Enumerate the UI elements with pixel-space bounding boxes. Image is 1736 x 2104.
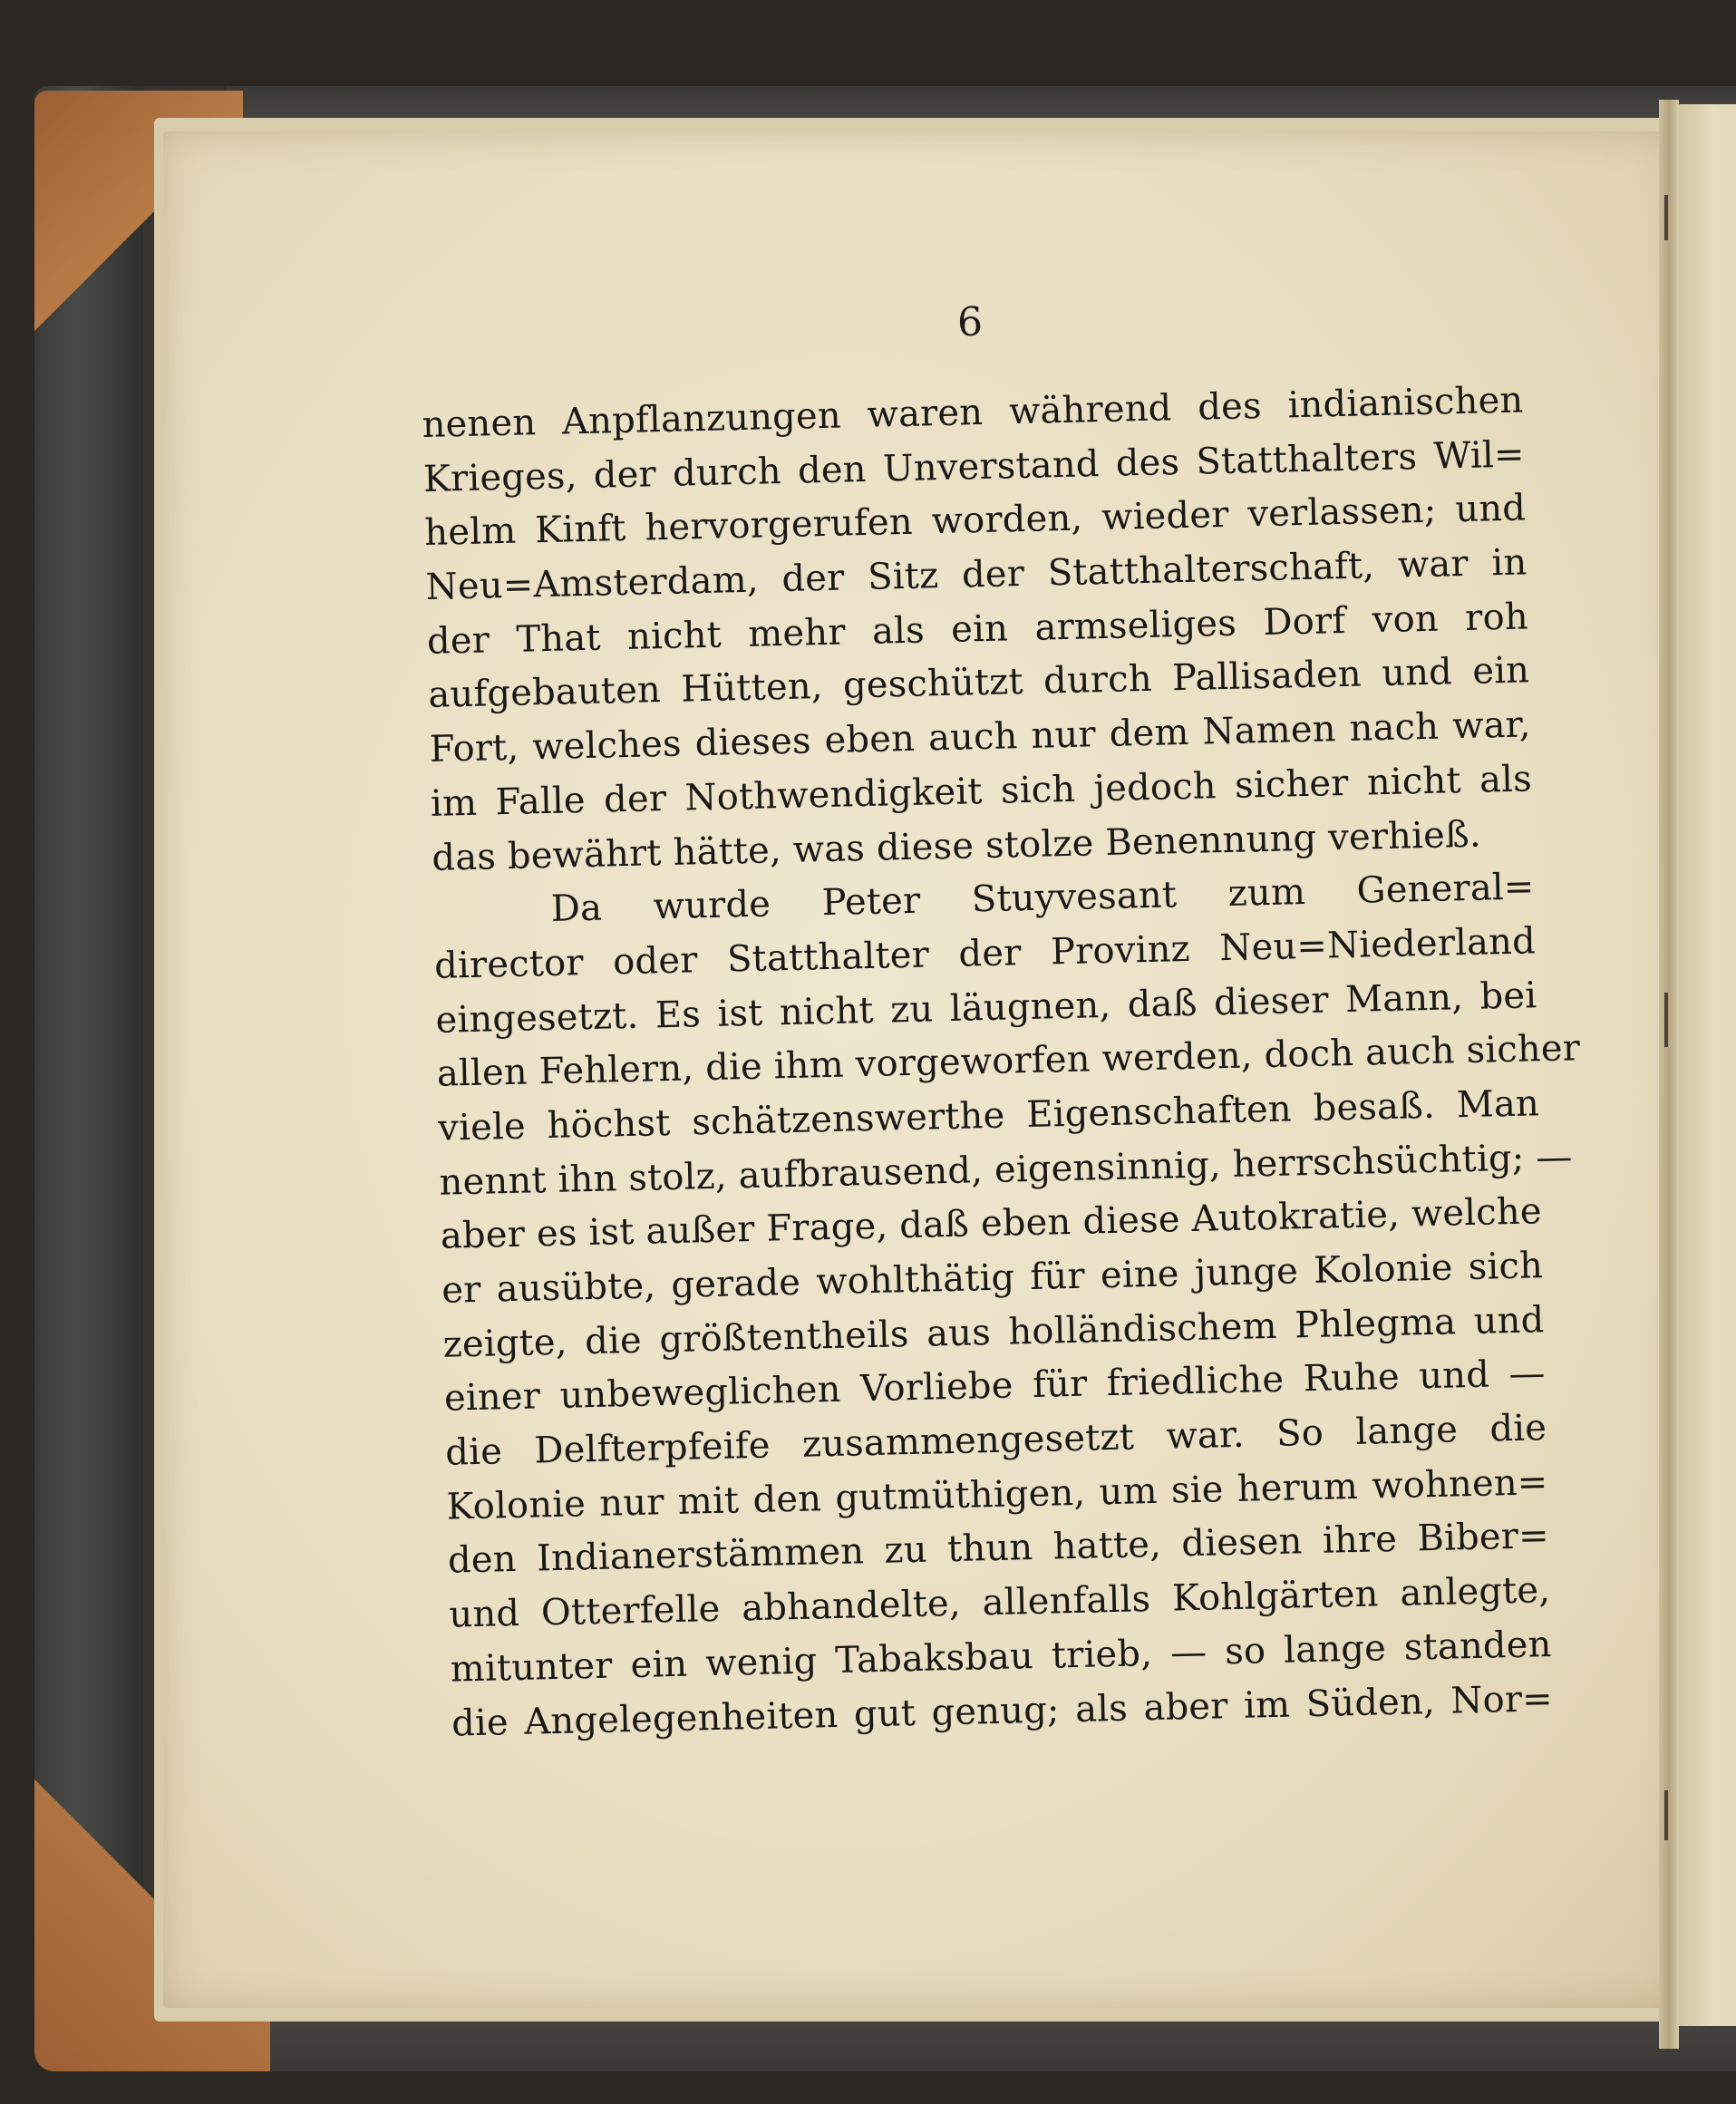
text-line: den Indianerstämmen zu thun hatte, diesen ihre Biber=	[447, 1515, 1550, 1583]
text-line: aufgebauten Hütten, geschützt durch Pallisaden und ein	[427, 649, 1530, 717]
facing-page-edge	[1679, 104, 1736, 2026]
text-line: nenen Anpflanzungen waren während des indianischen	[422, 379, 1524, 446]
page-gutter	[1659, 100, 1679, 2049]
text-line: Krieges, der durch den Unverstand des Statthalters Wil=	[422, 433, 1526, 500]
text-line: Kolonie nur mit den gutmüthigen, um sie herum wohnen=	[446, 1460, 1548, 1528]
binding-stitch	[1664, 195, 1668, 240]
text-line: der That nicht mehr als ein armseliges Dorf von roh	[426, 596, 1529, 663]
text-line: allen Fehlern, die ihm vorgeworfen werden, doch auch sicher	[436, 1027, 1581, 1096]
binding-stitch	[1664, 1790, 1668, 1840]
page-number: 6	[956, 298, 984, 346]
text-line: zeigte, die größtentheils aus holländischem Phlegma und	[442, 1298, 1545, 1366]
binding-stitch	[1664, 993, 1668, 1047]
page-text	[422, 373, 1581, 1750]
text-line: er ausübte, gerade wohlthätig für eine junge Kolonie sich	[441, 1245, 1544, 1312]
text-line: im Falle der Nothwendigkeit sich jedoch sicher nicht als	[430, 758, 1533, 825]
text-line: die Angelegenheiten gut genug; als aber im Süden, Nor=	[451, 1677, 1554, 1745]
text-line: Fort, welches dieses eben auch nur dem Namen nach war,	[429, 703, 1531, 771]
text-line: director oder Statthalter der Provinz Neu=Niederland	[433, 920, 1537, 987]
text-line: nennt ihn stolz, aufbrausend, eigensinnig, herrschsüchtig; —	[439, 1136, 1573, 1204]
text-line: und Otterfelle abhandelte, allenfalls Kohlgärten anlegte,	[448, 1569, 1551, 1636]
text-line: aber es ist außer Frage, daß eben diese Autokratie, welche	[440, 1190, 1543, 1258]
text-line: die Delfterpfeife zusammengesetzt war. So lange die	[444, 1407, 1547, 1474]
text-line: Da wurde Peter Stuyvesant zum General=	[550, 866, 1536, 931]
text-line: einer unbeweglichen Vorliebe für friedliche Ruhe und —	[443, 1353, 1547, 1420]
text-line: eingesetzt. Es ist nicht zu läugnen, daß dieser Mann, bei	[435, 974, 1537, 1042]
text-line: Neu=Amsterdam, der Sitz der Statthalterschaft, war in	[425, 541, 1527, 609]
text-line: viele höchst schätzenswerthe Eigenschaften besaß. Man	[437, 1082, 1540, 1149]
text-line: mitunter ein wenig Tabaksbau trieb, — so lange standen	[450, 1623, 1553, 1691]
text-line: das bewährt hätte, was diese stolze Benennung verhieß.	[431, 813, 1482, 879]
text-line: helm Kinft hervorgerufen worden, wieder verlassen; und	[423, 487, 1527, 555]
